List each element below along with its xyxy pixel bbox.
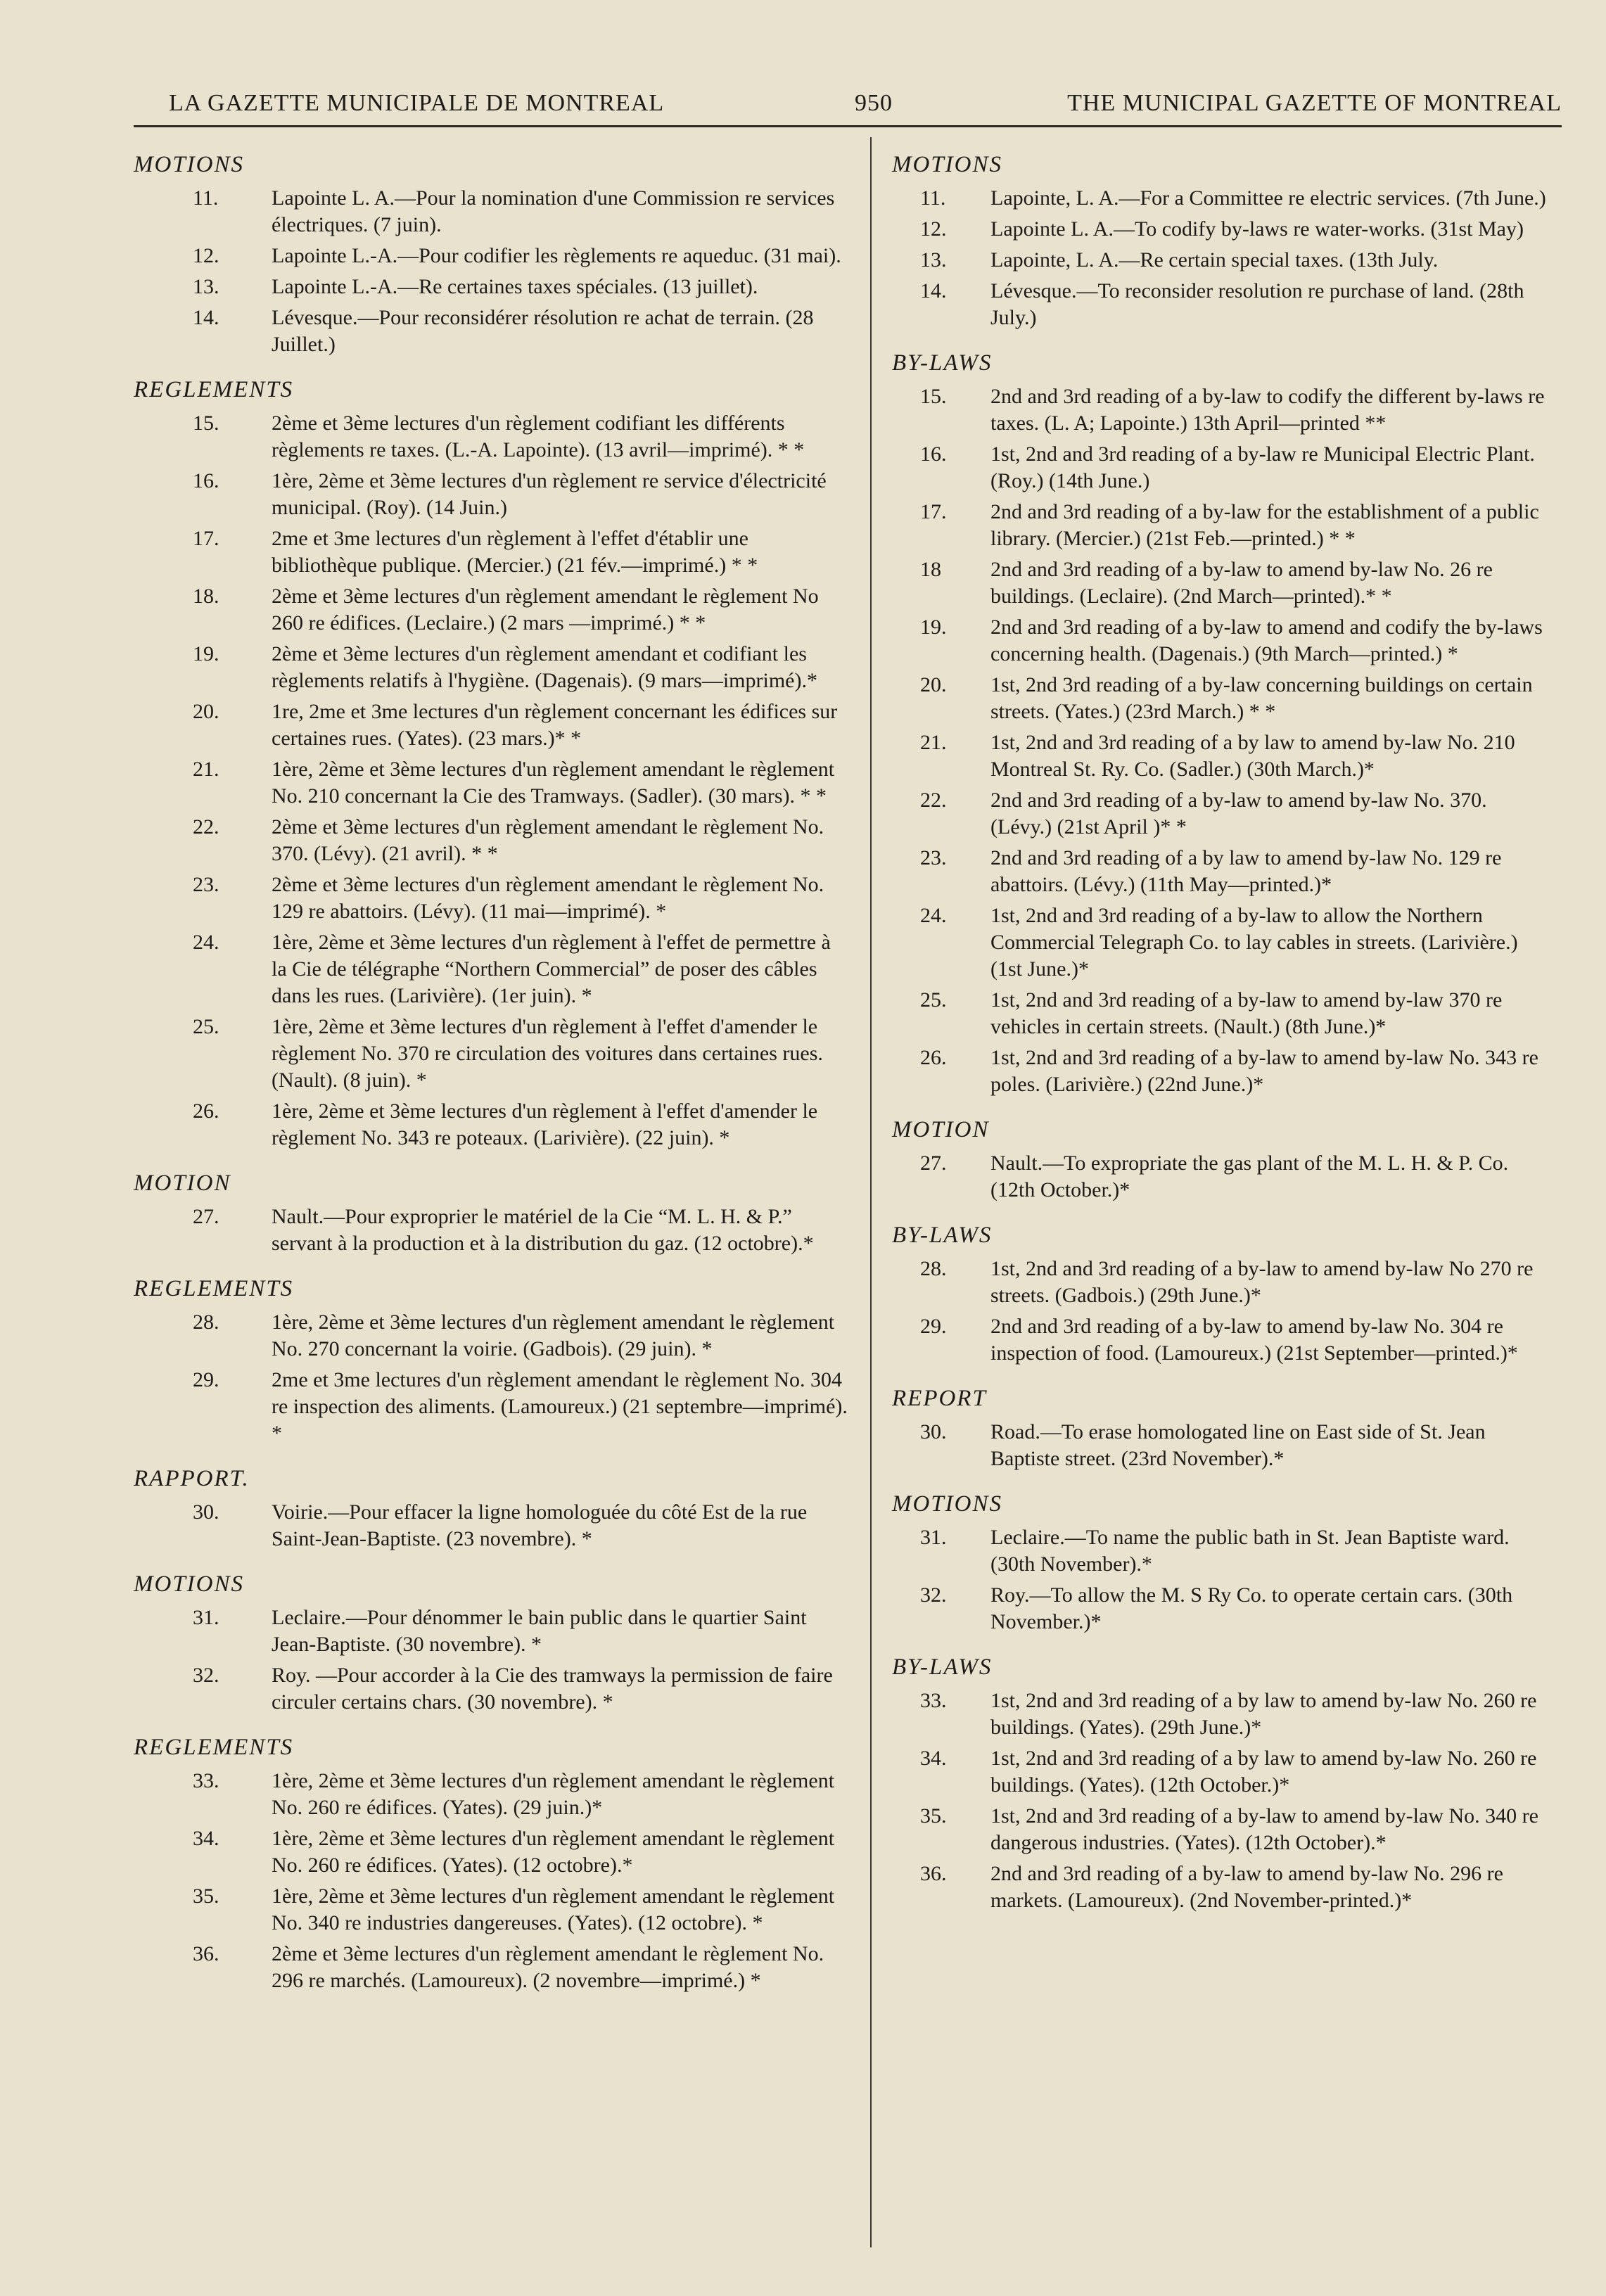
agenda-item — [892, 845, 1553, 898]
agenda-item — [892, 729, 1553, 783]
section-title: MOTION — [134, 1171, 231, 1196]
item-number: 14. — [193, 306, 219, 329]
column-divider — [870, 137, 872, 2247]
agenda-item — [134, 756, 848, 810]
section — [892, 1222, 1553, 1367]
item-number: 23. — [920, 846, 947, 869]
section — [134, 376, 848, 1152]
agenda-item — [134, 525, 848, 579]
item-number: 26. — [193, 1099, 219, 1123]
agenda-item — [892, 1745, 1553, 1799]
section — [892, 1385, 1553, 1472]
item-number: 29. — [193, 1368, 219, 1391]
agenda-item — [134, 1367, 848, 1447]
item-text: 2nd and 3rd reading of a by-law to codify the different by-laws re taxes. (L. A; Lapointe.) 13th April—printed ** — [990, 385, 1545, 435]
item-number: 25. — [193, 1015, 219, 1038]
section — [134, 1170, 848, 1257]
agenda-item — [134, 583, 848, 637]
item-number: 22. — [920, 789, 947, 812]
agenda-item — [134, 243, 848, 269]
agenda-item — [134, 1014, 848, 1094]
item-text: 1st, 2nd and 3rd reading of a by law to amend by-law No. 260 re buildings. (Yates). (29th June.)* — [990, 1689, 1537, 1739]
item-number: 24. — [920, 904, 947, 927]
item-number: 30. — [920, 1420, 947, 1443]
item-text: 1ère, 2ème et 3ème lectures d'un règlement re service d'électricité municipal. (Roy). (14 Juin.) — [272, 469, 827, 519]
item-number: 29. — [920, 1315, 947, 1338]
item-text: 1ère, 2ème et 3ème lectures d'un règlement à l'effet d'amender le règlement No. 370 re circulation des voitures dans certaines rues. (Nault). (8 juin). * — [272, 1015, 823, 1092]
section — [892, 1654, 1553, 1914]
item-number: 32. — [920, 1583, 947, 1607]
agenda-item — [134, 305, 848, 358]
item-text: 2nd and 3rd reading of a by-law to amend by-law No. 304 re inspection of food. (Lamoureux.) (21st September—printed.)* — [990, 1315, 1518, 1365]
item-number: 16. — [920, 442, 947, 466]
item-number: 19. — [193, 642, 219, 665]
section — [134, 1465, 848, 1552]
section — [134, 1734, 848, 1994]
section — [892, 350, 1553, 1098]
item-text: 1st, 2nd and 3rd reading of a by-law to amend by-law No. 343 re poles. (Larivière.) (22nd June.)* — [990, 1046, 1538, 1096]
item-number: 36. — [920, 1862, 947, 1885]
agenda-item — [134, 814, 848, 867]
item-number: 17. — [193, 527, 219, 550]
section — [134, 1275, 848, 1447]
item-text: 1st, 2nd and 3rd reading of a by law to amend by-law No. 260 re buildings. (Yates). (12th October.)* — [990, 1747, 1537, 1797]
section-title: BY-LAWS — [892, 1654, 993, 1680]
section-title: MOTIONS — [892, 152, 1003, 177]
item-text: 2me et 3me lectures d'un règlement amendant le règlement No. 304 re inspection des aliments. (Lamoureux.) (21 septembre—imprimé). * — [272, 1368, 848, 1445]
agenda-item — [892, 787, 1553, 841]
item-number: 26. — [920, 1046, 947, 1069]
agenda-item — [892, 499, 1553, 552]
section — [134, 1571, 848, 1716]
item-number: 20. — [193, 700, 219, 723]
agenda-item — [892, 1803, 1553, 1856]
item-number: 22. — [193, 815, 219, 838]
item-number: 20. — [920, 673, 947, 696]
item-number: 34. — [193, 1827, 219, 1850]
agenda-item — [134, 1499, 848, 1552]
section-title: MOTIONS — [134, 1571, 245, 1597]
item-number: 30. — [193, 1500, 219, 1524]
item-number: 18 — [920, 558, 941, 581]
agenda-item — [134, 185, 848, 238]
item-number: 12. — [193, 244, 219, 267]
agenda-item — [134, 1605, 848, 1658]
item-number: 33. — [920, 1689, 947, 1712]
section-title: REGLEMENTS — [134, 1276, 294, 1301]
item-text: 2ème et 3ème lectures d'un règlement codifiant les différents règlements re taxes. (L.-A. Lapointe). (13 avril—imprimé). * * — [272, 412, 805, 461]
section-title: BY-LAWS — [892, 350, 993, 376]
agenda-item — [134, 468, 848, 521]
item-text: 1ère, 2ème et 3ème lectures d'un règlement amendant le règlement No. 270 concernant la voirie. (Gadbois). (29 juin). * — [272, 1310, 835, 1360]
item-number: 27. — [193, 1205, 219, 1228]
agenda-item — [134, 1883, 848, 1937]
item-text: 2ème et 3ème lectures d'un règlement amendant le règlement No. 129 re abattoirs. (Lévy). (11 mai—imprimé). * — [272, 873, 824, 923]
agenda-item — [892, 1582, 1553, 1635]
item-text: Voirie.—Pour effacer la ligne homologuée du côté Est de la rue Saint-Jean-Baptiste. (23 novembre). * — [272, 1500, 808, 1550]
item-text: 1ère, 2ème et 3ème lectures d'un règlement amendant le règlement No. 260 re édifices. (Yates). (12 octobre).* — [272, 1827, 835, 1877]
agenda-item — [892, 1150, 1553, 1204]
item-number: 11. — [920, 186, 946, 210]
section — [134, 151, 848, 358]
item-text: 2ème et 3ème lectures d'un règlement amendant le règlement No 260 re édifices. (Leclaire.) (2 mars —imprimé.) * * — [272, 585, 819, 634]
section-title: MOTIONS — [134, 152, 245, 177]
item-text: 1ère, 2ème et 3ème lectures d'un règlement amendant le règlement No. 260 re édifices. (Yates). (29 juin.)* — [272, 1769, 835, 1819]
agenda-item — [892, 1256, 1553, 1309]
agenda-item — [892, 247, 1553, 274]
item-number: 31. — [920, 1526, 947, 1549]
item-number: 15. — [193, 412, 219, 435]
item-text: Lévesque.—To reconsider resolution re purchase of land. (28th July.) — [990, 279, 1524, 329]
item-text: Nault.—Pour exproprier le matériel de la Cie “M. L. H. & P.” servant à la production et à la distribution du gaz. (12 octobre).* — [272, 1205, 814, 1255]
section-title: REGLEMENTS — [134, 1735, 294, 1760]
item-text: Lapointe L.-A.—Pour codifier les règlements re aqueduc. (31 mai). — [272, 244, 841, 267]
item-number: 35. — [193, 1884, 219, 1908]
section — [892, 1116, 1553, 1204]
agenda-item — [134, 641, 848, 694]
agenda-item — [134, 1098, 848, 1152]
agenda-item — [134, 699, 848, 752]
item-number: 13. — [193, 275, 219, 298]
agenda-item — [134, 274, 848, 300]
header-rule — [134, 125, 1562, 127]
item-number: 14. — [920, 279, 947, 302]
item-text: 2nd and 3rd reading of a by-law to amend by-law No. 26 re buildings. (Leclaire). (2nd March—printed).* * — [990, 558, 1493, 608]
item-text: 1st, 2nd 3rd reading of a by-law concerning buildings on certain streets. (Yates.) (23rd March.) * * — [990, 673, 1533, 723]
agenda-item — [892, 1524, 1553, 1578]
agenda-item — [892, 556, 1553, 610]
item-text: 2nd and 3rd reading of a by-law for the establishment of a public library. (Mercier.) (21st Feb.—printed.) * * — [990, 500, 1539, 550]
item-number: 36. — [193, 1942, 219, 1965]
item-text: 2me et 3me lectures d'un règlement à l'effet d'établir une bibliothèque publique. (Mercier.) (21 fév.—imprimé.) * * — [272, 527, 758, 577]
agenda-item — [892, 672, 1553, 725]
item-number: 19. — [920, 616, 947, 639]
item-number: 28. — [193, 1310, 219, 1334]
section-title: REGLEMENTS — [134, 377, 294, 402]
agenda-item — [892, 987, 1553, 1040]
item-number: 28. — [920, 1257, 947, 1280]
section — [892, 1491, 1553, 1635]
header-left-title: LA GAZETTE MUNICIPALE DE MONTREAL — [169, 90, 665, 116]
agenda-item — [892, 278, 1553, 331]
item-text: 1st, 2nd and 3rd reading of a by law to amend by-law No. 210 Montreal St. Ry. Co. (Sadler.) (30th March.)* — [990, 731, 1515, 781]
agenda-item — [134, 1941, 848, 1994]
agenda-item — [134, 872, 848, 925]
item-text: Lapointe, L. A.—Re certain special taxes. (13th July. — [990, 248, 1439, 272]
section-title: BY-LAWS — [892, 1223, 993, 1248]
item-number: 27. — [920, 1152, 947, 1175]
item-text: Lévesque.—Pour reconsidérer résolution re achat de terrain. (28 Juillet.) — [272, 306, 814, 356]
item-text: Lapointe, L. A.—For a Committee re electric services. (7th June.) — [990, 186, 1546, 210]
item-text: Leclaire.—Pour dénommer le bain public dans le quartier Saint Jean-Baptiste. (30 novembre). * — [272, 1606, 807, 1656]
item-number: 13. — [920, 248, 947, 272]
item-text: Road.—To erase homologated line on East side of St. Jean Baptiste street. (23rd November).* — [990, 1420, 1486, 1470]
item-text: 1st, 2nd and 3rd reading of a by-law to amend by-law No 270 re streets. (Gadbois.) (29th June.)* — [990, 1257, 1534, 1307]
page-header — [169, 83, 1562, 125]
item-number: 31. — [193, 1606, 219, 1629]
item-number: 12. — [920, 217, 947, 241]
agenda-item — [892, 1861, 1553, 1914]
english-column — [892, 151, 1553, 1918]
item-number: 34. — [920, 1747, 947, 1770]
item-text: 2ème et 3ème lectures d'un règlement amendant le règlement No. 296 re marchés. (Lamoureux). (2 novembre—imprimé.) * — [272, 1942, 824, 1992]
section-title: MOTION — [892, 1117, 990, 1142]
section-title: MOTIONS — [892, 1491, 1003, 1517]
item-text: 2nd and 3rd reading of a by-law to amend by-law No. 370. (Lévy.) (21st April )* * — [990, 789, 1487, 838]
item-text: 2ème et 3ème lectures d'un règlement amendant le règlement No. 370. (Lévy). (21 avril). * * — [272, 815, 824, 865]
agenda-item — [892, 383, 1553, 437]
agenda-item — [134, 1309, 848, 1363]
header-right-title: THE MUNICIPAL GAZETTE OF MONTREAL — [1067, 90, 1562, 116]
item-text: Leclaire.—To name the public bath in St. Jean Baptiste ward. (30th November).* — [990, 1526, 1510, 1576]
item-text: 1re, 2me et 3me lectures d'un règlement concernant les édifices sur certaines rues. (Yates). (23 mars.)* * — [272, 700, 838, 750]
agenda-item — [134, 1662, 848, 1716]
item-number: 21. — [193, 758, 219, 781]
item-text: Lapointe L. A.—Pour la nomination d'une Commission re services électriques. (7 juin). — [272, 186, 835, 236]
item-text: Nault.—To expropriate the gas plant of the M. L. H. & P. Co. (12th October.)* — [990, 1152, 1509, 1201]
agenda-item — [134, 410, 848, 464]
section-title: REPORT — [892, 1386, 987, 1411]
agenda-item — [892, 1045, 1553, 1098]
item-number: 25. — [920, 988, 947, 1012]
agenda-item — [134, 1768, 848, 1821]
item-text: 1ère, 2ème et 3ème lectures d'un règlement amendant le règlement No. 340 re industries dangereuses. (Yates). (12 octobre). * — [272, 1884, 835, 1934]
agenda-item — [134, 1825, 848, 1879]
item-text: 2nd and 3rd reading of a by-law to amend by-law No. 296 re markets. (Lamoureux). (2nd November-printed.)* — [990, 1862, 1503, 1912]
item-number: 23. — [193, 873, 219, 896]
item-number: 11. — [193, 186, 219, 210]
item-number: 16. — [193, 469, 219, 492]
item-number: 15. — [920, 385, 947, 408]
item-text: 1ère, 2ème et 3ème lectures d'un règlement à l'effet d'amender le règlement No. 343 re poteaux. (Larivière). (22 juin). * — [272, 1099, 818, 1149]
agenda-item — [892, 185, 1553, 212]
french-column — [134, 151, 848, 1998]
item-number: 32. — [193, 1664, 219, 1687]
item-text: 1st, 2nd and 3rd reading of a by-law re Municipal Electric Plant. (Roy.) (14th June.) — [990, 442, 1535, 492]
item-text: Roy. —Pour accorder à la Cie des tramways la permission de faire circuler certains chars. (30 novembre). * — [272, 1664, 833, 1714]
item-number: 24. — [193, 931, 219, 954]
item-number: 17. — [920, 500, 947, 523]
item-text: Roy.—To allow the M. S Ry Co. to operate certain cars. (30th November.)* — [990, 1583, 1513, 1633]
item-number: 33. — [193, 1769, 219, 1792]
item-text: 2ème et 3ème lectures d'un règlement amendant et codifiant les règlements relatifs à l'hygiène. (Dagenais). (9 mars—imprimé).* — [272, 642, 817, 692]
agenda-item — [892, 1313, 1553, 1367]
item-text: 1ère, 2ème et 3ème lectures d'un règlement amendant le règlement No. 210 concernant la Cie des Tramways. (Sadler). (30 mars). * * — [272, 758, 835, 808]
item-text: 1ère, 2ème et 3ème lectures d'un règlement à l'effet de permettre à la Cie de télégraphe “Northern Commercial” de poser des câbles dans les rues. (Larivière). (1er juin). * — [272, 931, 831, 1007]
section — [892, 151, 1553, 331]
item-text: 1st, 2nd and 3rd reading of a by-law to allow the Northern Commercial Telegraph Co. to lay cables in streets. (Larivière.) (1st June.)* — [990, 904, 1518, 981]
agenda-item — [892, 614, 1553, 668]
section-title: RAPPORT. — [134, 1466, 250, 1491]
item-number: 35. — [920, 1804, 947, 1828]
item-text: 1st, 2nd and 3rd reading of a by-law to amend by-law 370 re vehicles in certain streets. (Nault.) (8th June.)* — [990, 988, 1503, 1038]
agenda-item — [892, 1419, 1553, 1472]
item-text: Lapointe L. A.—To codify by-laws re water-works. (31st May) — [990, 217, 1524, 241]
agenda-item — [892, 1688, 1553, 1741]
item-number: 18. — [193, 585, 219, 608]
item-text: 2nd and 3rd reading of a by-law to amend and codify the by-laws concerning health. (Dagenais.) (9th March—printed.) * — [990, 616, 1543, 665]
page-number: 950 — [855, 90, 893, 116]
agenda-item — [892, 441, 1553, 495]
agenda-item — [892, 903, 1553, 983]
agenda-item — [134, 929, 848, 1009]
item-text: 1st, 2nd and 3rd reading of a by-law to amend by-law No. 340 re dangerous industries. (Yates). (12th October).* — [990, 1804, 1538, 1854]
agenda-item — [892, 216, 1553, 243]
item-number: 21. — [920, 731, 947, 754]
item-text: Lapointe L.-A.—Re certaines taxes spéciales. (13 juillet). — [272, 275, 758, 298]
item-text: 2nd and 3rd reading of a by law to amend by-law No. 129 re abattoirs. (Lévy.) (11th May—printed.)* — [990, 846, 1502, 896]
agenda-item — [134, 1204, 848, 1257]
